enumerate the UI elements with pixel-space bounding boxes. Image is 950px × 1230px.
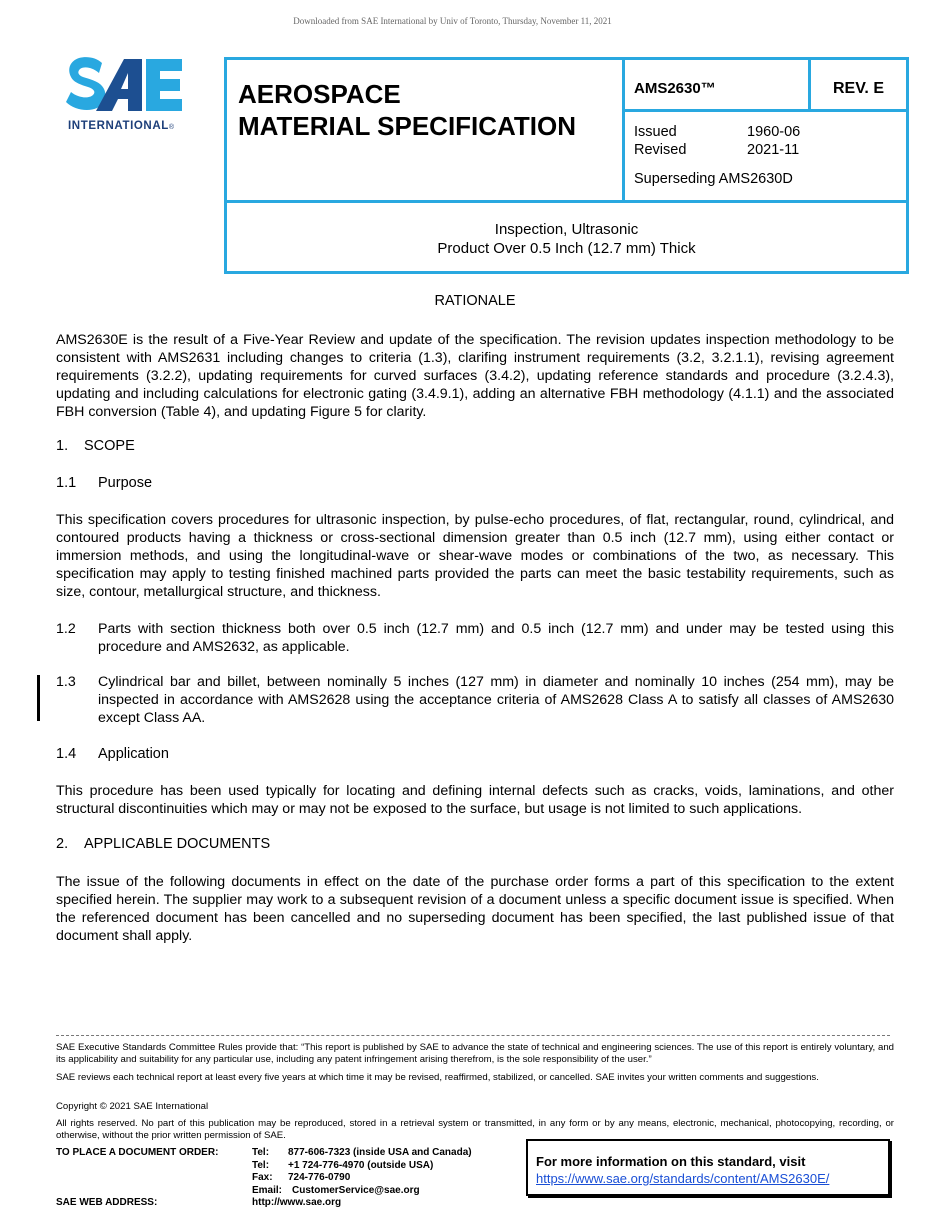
standard-link[interactable]: https://www.sae.org/standards/content/AMS2630E/ (536, 1171, 830, 1186)
section-1-1-heading: 1.1 Purpose (56, 475, 153, 491)
section-1-4-text: This procedure has been used typically for locating and defining internal defects such as cracks, voids, laminations, and other structural discontinuities which may or may not be exposed to the surface, but usage is not limited to such applications. (56, 783, 894, 817)
contact-row: Tel: +1 724-776-4970 (outside USA) (252, 1159, 434, 1171)
issued-value: 1960-06 (747, 124, 801, 140)
section-1-heading: 1. SCOPE (56, 438, 135, 454)
order-contacts (252, 1147, 552, 1210)
web-address-label: SAE WEB ADDRESS: (56, 1197, 158, 1208)
section-1-1-text: This specification covers procedures for ultrasonic inspection, by pulse-echo procedures, of flat, rectangular, round, cylindrical, and contoured products having a thickness or cross-sectional dimension greater than 0.5 inch (12.7 mm), using either contact or immersion methods, and using the longitudinal-wave or shear-wave modes or combinations of the two, as necessary. This specification may apply to testing finished machined parts provided the parts can meet the basic testability requirements, such as size, contour, metallurgical structure, and thickness. (56, 512, 894, 600)
web-address (252, 1197, 552, 1210)
section-2-heading: 2. APPLICABLE DOCUMENTS (56, 836, 271, 852)
email-link[interactable]: CustomerService@sae.org (292, 1184, 420, 1196)
download-note: Downloaded from SAE International by Univ of Toronto, Thursday, November 11, 2021 (293, 16, 612, 26)
revision-label: REV. E (811, 60, 906, 112)
contact-row: Tel: 877-606-7323 (inside USA and Canada) (252, 1147, 472, 1158)
spec-header-box (224, 57, 909, 274)
spec-type-title: AEROSPACE MATERIAL SPECIFICATION (227, 60, 625, 203)
footer-divider (56, 1035, 890, 1036)
footer-copyright: Copyright © 2021 SAE International (56, 1101, 209, 1112)
section-1-3: 1.3 Cylindrical bar and billet, between nominally 5 inches (127 mm) in diameter and nominally 10 inches (254 mm), may be inspected in accordance with AMS2628 using the acceptance criteria of AMS2628 Class A to satisfy all classes of AMS2630 except Class AA. (56, 674, 894, 726)
web-address-link[interactable]: http://www.sae.org (252, 1197, 342, 1208)
footer-rules-text: SAE Executive Standards Committee Rules provide that: “This report is published by SAE to advance the state of technical and engineering sciences. The use of this report is entirely voluntary, and its applicability and suitability for any particular use, including any patent infringement arising therefrom, is the sole responsibility of the user.” (56, 1042, 894, 1065)
section-2-text: The issue of the following documents in effect on the date of the purchase order forms a part of this specification to the extent specified herein. The supplier may work to a subsequent revision of a document unless a specific document issue is specified. When the referenced document has been cancelled and no superseding document has been specified, the last published issue of that document shall apply. (56, 874, 894, 944)
spec-subject: Inspection, Ultrasonic Product Over 0.5 Inch (12.7 mm) Thick (437, 221, 696, 257)
sae-logo-subtitle: INTERNATIONAL® (68, 120, 175, 132)
rationale-heading: RATIONALE (434, 293, 516, 309)
revised-label: Revised (634, 142, 687, 158)
more-info-box (526, 1139, 890, 1196)
section-1-4-heading: 1.4 Application (56, 746, 169, 762)
footer-review-text: SAE reviews each technical report at least every five years at which time it may be revised, reaffirmed, stabilized, or cancelled. SAE invites your written comments and suggestions. (56, 1072, 819, 1083)
sae-logo-mark-icon (66, 55, 184, 117)
doc-number: AMS2630™ (625, 60, 811, 112)
footer-rights-text: All rights reserved. No part of this publication may be reproduced, stored in a retrieval system or transmitted, in any form or by any means, electronic, mechanical, photocopying, recording, or otherwise, without the prior written permission of SAE. (56, 1118, 894, 1141)
revised-value: 2021-11 (747, 142, 800, 158)
contact-row: Fax: 724-776-0790 (252, 1172, 351, 1183)
issue-dates (625, 112, 906, 203)
contact-row: Email: CustomerService@sae.org (252, 1184, 420, 1196)
more-info-title: For more information on this standard, visit (536, 1154, 806, 1169)
rationale-text: AMS2630E is the result of a Five-Year Review and update of the specification. The revision updates inspection methodology to be consistent with AMS2631 including changes to criteria (1.3), clarifing instrument requirements (3.2, 3.2.1.1), revising agreement requirements (3.2.2), updating requirements for curved surfaces (3.4.2), updating reference standards and procedure (3.2.4.3), updating and including calculations for electronic gating (3.4.9.1), adding an alternative FBH methodology (4.1.1) and the associated FBH conversion (Table 4), and updating Figure 5 for clarity. (56, 332, 894, 420)
revision-change-bar (37, 675, 40, 721)
issued-label: Issued (634, 124, 677, 140)
order-label: TO PLACE A DOCUMENT ORDER: (56, 1147, 219, 1158)
superseding-note: Superseding AMS2630D (634, 171, 793, 187)
section-1-2: 1.2 Parts with section thickness both over 0.5 inch (12.7 mm) and 0.5 inch (12.7 mm) and under may be tested using this procedure and AMS2632, as applicable. (56, 621, 894, 655)
